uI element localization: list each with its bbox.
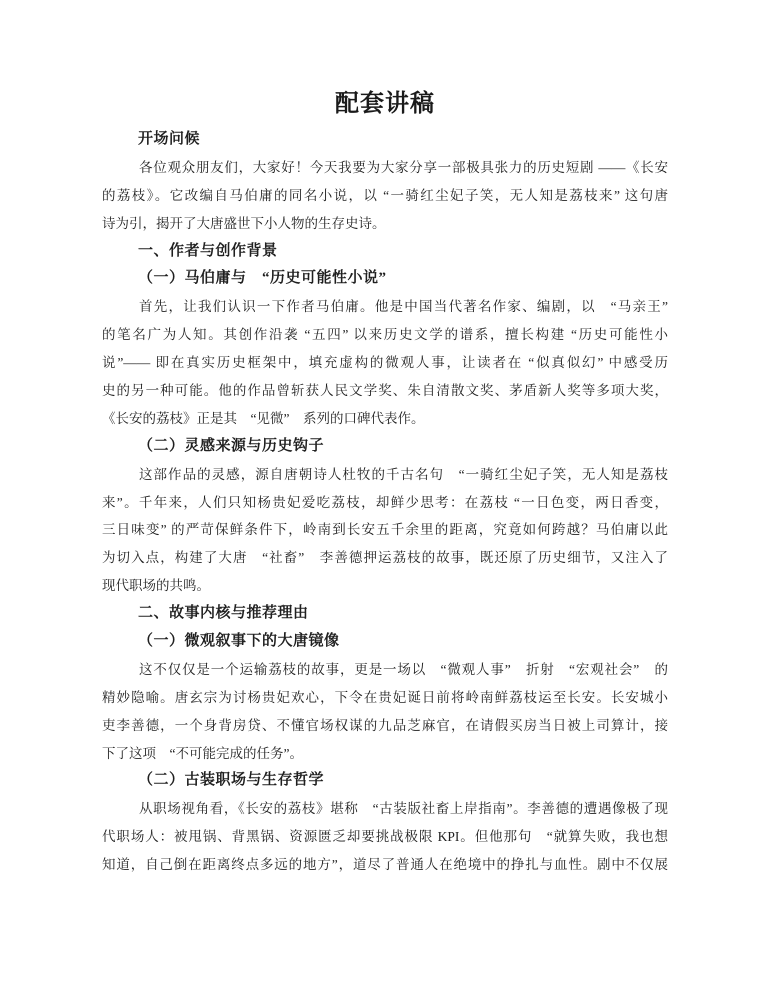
paragraph-story-core [102,656,668,768]
paragraph-line: 史的另一种可能。他的作品曾斩获人民文学奖、朱自清散文奖、茅盾新人奖等多项大奖， [102,383,668,399]
paragraph-line: 的荔枝》。它改编自马伯庸的同名小说，以 “一骑红尘妃子笑，无人知是荔枝来” 这句唐 [102,187,668,203]
paragraph-inspiration [102,461,668,600]
paragraph-line: 来”。千年来，人们只知杨贵妃爱吃荔枝，却鲜少思考：在荔枝 “一日色变，两日香变， [102,494,668,510]
paragraph-author-intro [102,293,668,432]
heading-section-one-part-two: （二）灵感来源与历史钩子 [138,437,325,454]
heading-section-two: 二、故事内核与推荐理由 [138,605,309,622]
paragraph-line: 首先，让我们认识一下作者马伯庸。他是中国当代著名作家、编剧，以 “马亲王” [139,299,668,315]
heading-section-one: 一、作者与创作背景 [138,242,278,259]
paragraph-line: 《长安的荔枝》正是其 “见微” 系列的口碑代表作。 [102,410,425,426]
paragraph-line: 为切入点，构建了大唐 “社畜” 李善德押运荔枝的故事，既还原了历史细节，又注入了 [102,550,668,566]
paragraph-line: 诗为引，揭开了大唐盛世下小人物的生存史诗。 [102,215,386,231]
paragraph-line: 这部作品的灵感，源自唐朝诗人杜牧的千古名句 “一骑红尘妃子笑，无人知是荔枝 [139,466,668,482]
paragraph-line: 精妙隐喻。唐玄宗为讨杨贵妃欢心，下令在贵妃诞日前将岭南鲜荔枝运至长安。长安城小 [102,689,668,705]
heading-section-two-part-two: （二）古装职场与生存哲学 [138,772,325,789]
document-title: 配套讲稿 [335,91,435,117]
paragraph-line: 的笔名广为人知。其创作沿袭 “五四” 以来历史文学的谱系，擅长构建 “历史可能性小 [102,327,668,343]
paragraph-line: 知道，自己倒在距离终点多远的地方”，道尽了普通人在绝境中的挣扎与血性。剧中不仅展 [102,857,668,873]
heading-section-two-part-one: （一）微观叙事下的大唐镜像 [138,633,340,650]
paragraph-line: 这不仅仅是一个运输荔枝的故事，更是一场以 “微观人事” 折射 “宏观社会” 的 [139,661,668,677]
paragraph-line: 从职场视角看，《长安的荔枝》堪称 “古装版社畜上岸指南”。李善德的遭遇像极了现 [139,801,668,817]
paragraph-line: 下了这项 “不可能完成的任务”。 [102,745,303,761]
paragraph-line: 各位观众朋友们，大家好！今天我要为大家分享一部极具张力的历史短剧 ——《长安 [139,159,668,175]
heading-opening-greeting: 开场问候 [138,131,201,147]
heading-section-one-part-one: （一）马伯庸与 “历史可能性小说” [138,270,387,287]
paragraph-line: 现代职场的共鸣。 [102,578,210,594]
paragraph-line: 三日味变” 的严苛保鲜条件下，岭南到长安五千余里的距离，究竟如何跨越？马伯庸以此 [102,522,668,538]
paragraph-opening [102,154,668,238]
paragraph-line: 说”—— 即在真实历史框架中，填充虚构的微观人事，让读者在 “似真似幻” 中感受历 [102,355,668,371]
paragraph-workplace [102,795,668,879]
paragraph-line: 吏李善德，一个身背房贷、不懂官场权谋的九品芝麻官，在请假买房当日被上司算计，接 [102,717,668,733]
paragraph-line: 代职场人：被甩锅、背黑锅、资源匮乏却要挑战极限 KPI。但他那句 “就算失败，我也想 [102,829,668,845]
document-body [102,126,668,879]
